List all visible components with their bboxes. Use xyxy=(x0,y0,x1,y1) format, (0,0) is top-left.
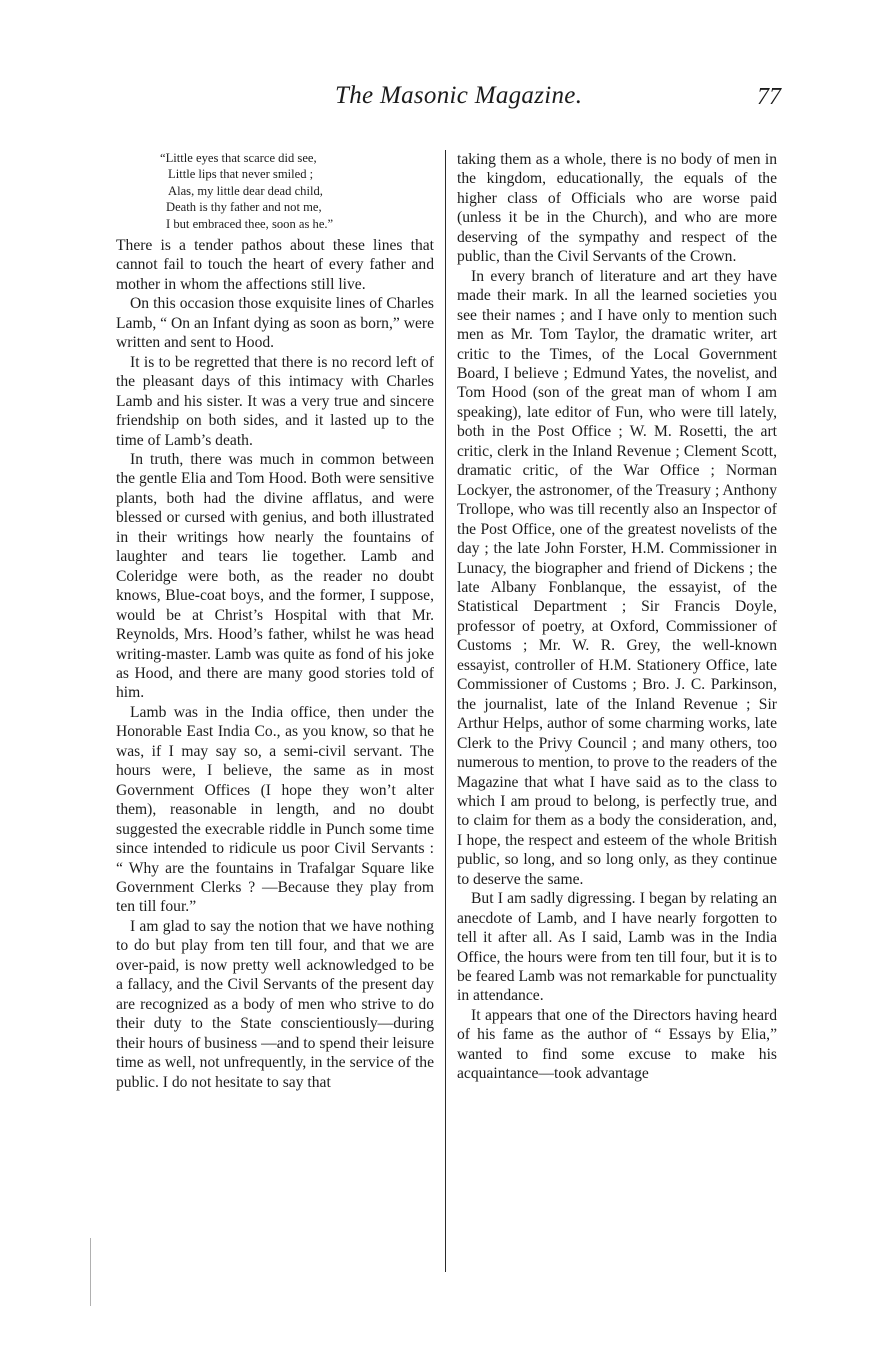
page-header xyxy=(0,82,896,122)
body-paragraph: It is to be regretted that there is no record left of the pleasant days of this intimacy with Charles Lamb and his sister. It was a very true and sincere friendship on both sides, and it lasted up to the time of Lamb’s death. xyxy=(116,353,434,449)
poem-line: “Little eyes that scarce did see, xyxy=(160,151,317,165)
body-paragraph: But I am sadly digressing. I began by relating an anecdote of Lamb, and I have nearly forgotten to tell it after all. As I said, Lamb was in the India Office, the hours were from ten till four, but it is to be feared Lamb was not remarkable for punctuality in attendance. xyxy=(457,890,777,1005)
body-paragraph: In truth, there was much in common between the gentle Elia and Tom Hood. Both were sensitive plants, both had the divine afflatus, and were blessed or cursed with genius, and both illustrated in their writings how nearly the fountains of laughter and tears lie together. Lamb and Coleridge were both, as the reader no doubt knows, Blue-coat boys, and the former, I suppose, would be at Christ’s Hospital with that Mr. Reynolds, Mrs. Hood’s father, whilst he was head writing-master. Lamb was quite as fond of his joke as Hood, and there are many good stories told of him. xyxy=(116,451,434,702)
column-divider xyxy=(445,150,446,1272)
poem-line: Little lips that never smiled ; xyxy=(168,167,314,182)
body-paragraph: Lamb was in the India office, then under the Honorable East India Co., as you know, so that he was, if I may say so, a semi-civil servant. The hours were, I believe, the same as in most Government Offices (I hope they won’t alter them), reasonable in length, and no doubt suggested the execrable riddle in Punch some time since intended to ridicule us poor Civil Servants : “ Why are the fountains in Trafalgar Square like Government Clerks ? —Because they play from ten till four.” xyxy=(116,703,434,916)
body-paragraph: I am glad to say the notion that we have nothing to do but play from ten till four, and that we are over-paid, is now pretty well acknowledged to be a fallacy, and the Civil Servants of the present day are recognized as a body of men who strive to do their duty to the State conscientiously—during their hours of business —and to spend their leisure time as well, not unfrequently, in the service of the public. I do not hesitate to say that xyxy=(116,917,434,1091)
poem-line: I but embraced thee, soon as he.” xyxy=(166,216,334,231)
running-title: The Masonic Magazine. xyxy=(335,82,583,109)
page-number: 77 xyxy=(757,84,781,110)
body-paragraph: taking them as a whole, there is no body of men in the kingdom, educationally, the equals of the higher class of Officials who are worse paid (unless it be in the Church), and who are more deserving of the sympathy and respect of the public, than the Civil Servants of the Crown. xyxy=(457,151,777,266)
right-column xyxy=(457,150,777,1084)
poem-quote xyxy=(116,150,434,232)
left-column xyxy=(116,150,434,1092)
poem-line: Death is thy father and not me, xyxy=(166,200,322,215)
poem-line: Alas, my little dear dead child, xyxy=(168,183,323,198)
body-paragraph: It appears that one of the Directors having heard of his fame as the author of “ Essays by Elia,” wanted to find some excuse to make his acquaintance—took advantage xyxy=(457,1006,777,1083)
body-paragraph: On this occasion those exquisite lines of Charles Lamb, “ On an Infant dying as soon as born,” were written and sent to Hood. xyxy=(116,295,434,352)
body-paragraph: There is a tender pathos about these lines that cannot fail to touch the heart of every father and mother in whom the affections still live. xyxy=(116,237,434,293)
body-paragraph: In every branch of literature and art they have made their mark. In all the learned societies you see their names ; and I have only to mention such men as Mr. Tom Taylor, the dramatic writer, art critic to the Times, of the Local Government Board, I believe ; Edmund Yates, the novelist, and Tom Hood (son of the great man of whom I am speaking), late editor of Fun, who were till lately, both in the Post Office ; W. M. Rosetti, the art critic, clerk in the Inland Revenue ; Clement Scott, dramatic critic, of the War Office ; Norman Lockyer, the astronomer, of the Treasury ; Anthony Trollope, who was till recently also an Inspector of the Post Office, one of the greatest novelists of the day ; the late John Forster, H.M. Commissioner in Lunacy, the biographer and friend of Dickens ; the late Albany Fonblanque, the essayist, of the Statistical Department ; Sir Francis Doyle, professor of poetry, at Oxford, Commissioner of Customs ; Mr. W. R. Grey, the well-known essayist, controller of H.M. Stationery Office, late Commissioner of Customs ; Bro. J. C. Parkinson, the journalist, late of the Inland Revenue ; Sir Arthur Helps, author of some charming works, late Clerk to the Privy Council ; and many others, too numerous to mention, to prove to the readers of the Magazine that what I have said as to the class to which I am proud to belong, is perfectly true, and to claim for them as a body the consideration, and, I hope, the respect and esteem of the whole British public, so long, and so long only, as they continue to deserve the same. xyxy=(457,267,777,888)
margin-mark xyxy=(90,1238,91,1306)
